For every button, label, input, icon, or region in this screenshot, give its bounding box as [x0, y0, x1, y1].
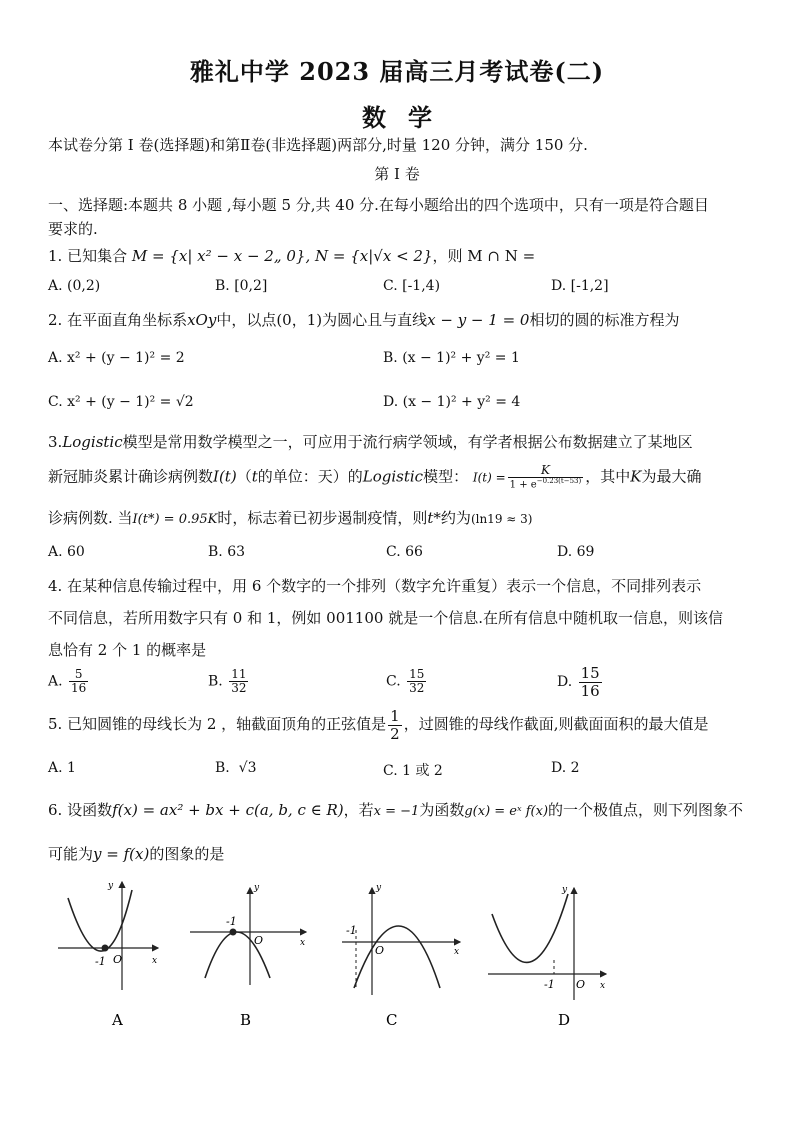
q3-l2f: 为最大确: [641, 467, 702, 486]
graph-b-origin: O: [254, 934, 264, 947]
graph-b-label: B: [240, 1011, 252, 1029]
q5-b-value: √3: [238, 760, 257, 776]
q4-a-num: 5: [69, 668, 88, 682]
question-6-line2: [48, 843, 224, 864]
q6-text-a: 6. 设函数: [48, 801, 113, 819]
q3-line1-text: 模型是常用数学模型之一，可应用于流行病学领域，有学者根据公布数据建立了某地区: [122, 433, 693, 451]
q4-b-frac: [229, 668, 248, 695]
question-2: [48, 309, 679, 330]
graph-c-label: C: [386, 1011, 398, 1029]
graph-b-y-label: y: [254, 883, 260, 893]
q1-option-c: C. [-1,4): [383, 278, 441, 294]
graph-d-origin: O: [576, 978, 586, 991]
q4-option-b: [208, 668, 250, 695]
q5-option-a: A. 1: [48, 760, 76, 776]
q3-formula-num: K: [508, 464, 584, 478]
graph-a-y-label: y: [108, 881, 114, 891]
exam-title: 雅礼中学 2023 届高三月考试卷(二): [189, 57, 605, 86]
question-3-line2: [48, 464, 701, 491]
graph-a-label: A: [112, 1011, 123, 1029]
subject-title: 数学: [362, 103, 454, 132]
question-5: [48, 708, 709, 742]
question-3-line3: [48, 507, 532, 528]
q3-l3a: 诊病例数. 当: [48, 509, 133, 527]
question-3-line1: [48, 431, 693, 452]
q5-den: 2: [390, 724, 400, 743]
q5-num: 1: [390, 707, 400, 725]
q4-option-c: [386, 668, 428, 695]
q5-option-d: D. 2: [551, 760, 580, 776]
graph-c-curve: [354, 926, 440, 988]
question-1: [48, 245, 535, 266]
q4-option-a: [48, 668, 90, 695]
q3-num: 3.: [48, 433, 63, 451]
q3-option-d: D. 69: [557, 544, 595, 560]
q5-option-c: C. 1 或 2: [383, 763, 443, 779]
q2-text-b: 中，以点(0，1)为圆心且与直线: [216, 311, 428, 329]
q6-text-d: 的一个极值点，则下列图象不: [548, 801, 744, 819]
q2-option-b: B. (x − 1)² + y² = 1: [383, 350, 520, 366]
q3-formula-den: 1 + e: [509, 479, 537, 491]
q1-set-m: M = {x| x² − x − 2„ 0}: [131, 247, 306, 265]
q3-option-c: C. 66: [386, 544, 423, 560]
q6-l2b: 的图象的是: [149, 845, 225, 863]
q2-xoy: xOy: [187, 311, 217, 329]
graph-d-neg1: -1: [544, 978, 555, 991]
graph-c-y-label: y: [376, 883, 382, 893]
section-title: 第 I 卷: [374, 165, 420, 183]
graph-a-x-label: x: [152, 956, 158, 966]
q4-d-den: 16: [580, 681, 600, 700]
question-4-line1: 4. 在某种信息传输过程中，用 6 个数字的一个排列（数字允许重复）表示一个信息，不同排列表示: [48, 577, 702, 595]
q3-l2d: 模型：: [423, 467, 469, 486]
q4-b-label: B.: [208, 673, 223, 690]
q4-b-num: 11: [231, 667, 247, 681]
q4-option-d: [557, 665, 604, 699]
graph-d: [488, 885, 606, 1029]
q3-option-a: A. 60: [48, 544, 85, 560]
q3-t: t: [251, 467, 258, 486]
q3-l3b: 时，标志着已初步遏制疫情，则: [217, 509, 428, 527]
q2-text-a: 2. 在平面直角坐标系: [48, 311, 188, 329]
q4-c-label: C.: [386, 673, 401, 690]
q3-tstar: t*: [427, 509, 441, 527]
q5-text-b: ，过圆锥的母线作截面,则截面面积的最大值是: [403, 715, 709, 733]
graph-d-curve: [492, 894, 568, 962]
graph-a-point: [102, 945, 109, 952]
q3-k: K: [630, 467, 642, 486]
q6-text-b: ，若: [343, 801, 374, 819]
q4-d-frac: [579, 665, 602, 699]
question-4-line3: 息恰有 2 个 1 的概率是: [48, 641, 207, 659]
q2-text-c: 相切的圆的标准方程为: [529, 311, 680, 329]
graph-a-origin: O: [113, 953, 123, 966]
q2-option-c: C. x² + (y − 1)² = √2: [48, 394, 194, 410]
graph-c-origin: O: [375, 944, 385, 957]
graph-b-x-label: x: [300, 938, 306, 948]
q6-l2a: 可能为: [48, 845, 94, 863]
q4-d-label: D.: [557, 674, 573, 690]
q4-c-num: 15: [409, 667, 425, 681]
q3-cond: I(t*) = 0.95K: [132, 512, 218, 527]
graph-d-label: D: [558, 1011, 571, 1029]
q1-prefix: 1. 已知集合: [48, 247, 128, 265]
graph-d-x-label: x: [600, 981, 606, 991]
graph-a: [58, 881, 158, 1029]
q5-b-label: B.: [215, 760, 230, 776]
q4-a-frac: [69, 668, 88, 695]
graph-c-neg1: -1: [346, 924, 357, 937]
graph-b-point: [230, 929, 237, 936]
q2-line-eq: x − y − 1 = 0: [427, 311, 530, 329]
q5-frac: [388, 708, 402, 742]
q6-graphs: [0, 870, 794, 1040]
q4-c-den: 32: [409, 681, 425, 696]
q3-it: I(t): [213, 467, 237, 486]
graph-d-y-label: y: [562, 885, 568, 895]
q1-option-a: A. (0,2): [48, 278, 101, 294]
part1-instructions-line2: 要求的.: [48, 220, 98, 238]
q3-hint: (ln19 ≈ 3): [470, 512, 533, 526]
graph-c: [342, 883, 460, 1029]
q3-l2b: （: [236, 467, 252, 486]
q3-logistic: Logistic: [62, 433, 123, 451]
q4-b-den: 32: [231, 681, 247, 696]
q4-c-frac: [407, 668, 426, 695]
q6-func: f(x) = ax² + bx + c(a, b, c ∈ R): [112, 801, 344, 819]
q3-l2c: 的单位：天）的: [257, 467, 363, 486]
q4-a-label: A.: [48, 673, 63, 690]
q1-suffix: ，则 M ∩ N =: [432, 247, 536, 265]
q5-text-a: 5. 已知圆锥的母线长为 2 ，轴截面顶角的正弦值是: [48, 715, 387, 733]
q3-l2e: ，其中: [585, 467, 631, 486]
q6-text-c: 为函数: [419, 801, 465, 819]
q2-option-d: D. (x − 1)² + y² = 4: [383, 394, 521, 410]
exam-intro: 本试卷分第 I 卷(选择题)和第Ⅱ卷(非选择题)两部分,时量 120 分钟，满分 150 分.: [48, 136, 588, 154]
q4-d-num: 15: [580, 664, 600, 682]
q1-option-b: B. [0,2]: [215, 278, 268, 294]
q3-option-b: B. 63: [208, 544, 246, 560]
question-4-line2: 不同信息，若所用数字只有 0 和 1，例如 001100 就是一个信息.在所有信息中随机取一信息，则该信: [48, 609, 723, 627]
q6-cond: x = −1: [373, 804, 420, 819]
graph-b-neg1: -1: [226, 915, 237, 928]
q4-a-den: 16: [71, 681, 87, 696]
graph-b: [190, 883, 306, 1029]
q3-formula-frac: [508, 464, 584, 491]
q3-formula-exp: −0.23(t−53): [536, 477, 582, 486]
q6-yf: y = f(x): [93, 845, 150, 863]
q3-logistic2: Logistic: [362, 467, 424, 486]
q5-option-b: [215, 760, 256, 776]
q3-formula-lhs: I(t) =: [472, 470, 506, 485]
q6-gx: g(x) = eˣ f(x): [464, 804, 549, 819]
q3-l3c: 约为: [440, 509, 471, 527]
q1-set-n: , N = {x|√x < 2}: [305, 247, 433, 265]
graph-a-neg1: -1: [95, 955, 106, 968]
graph-c-x-label: x: [454, 947, 460, 957]
q3-l2a: 新冠肺炎累计确诊病例数: [48, 467, 214, 486]
q2-option-a: A. x² + (y − 1)² = 2: [48, 350, 185, 366]
question-6-line1: [48, 799, 743, 820]
part1-instructions-line1: 一、选择题:本题共 8 小题 ,每小题 5 分,共 40 分.在每小题给出的四个选项中，只有一项是符合题目: [48, 196, 709, 214]
q1-option-d: D. [-1,2]: [551, 278, 609, 294]
